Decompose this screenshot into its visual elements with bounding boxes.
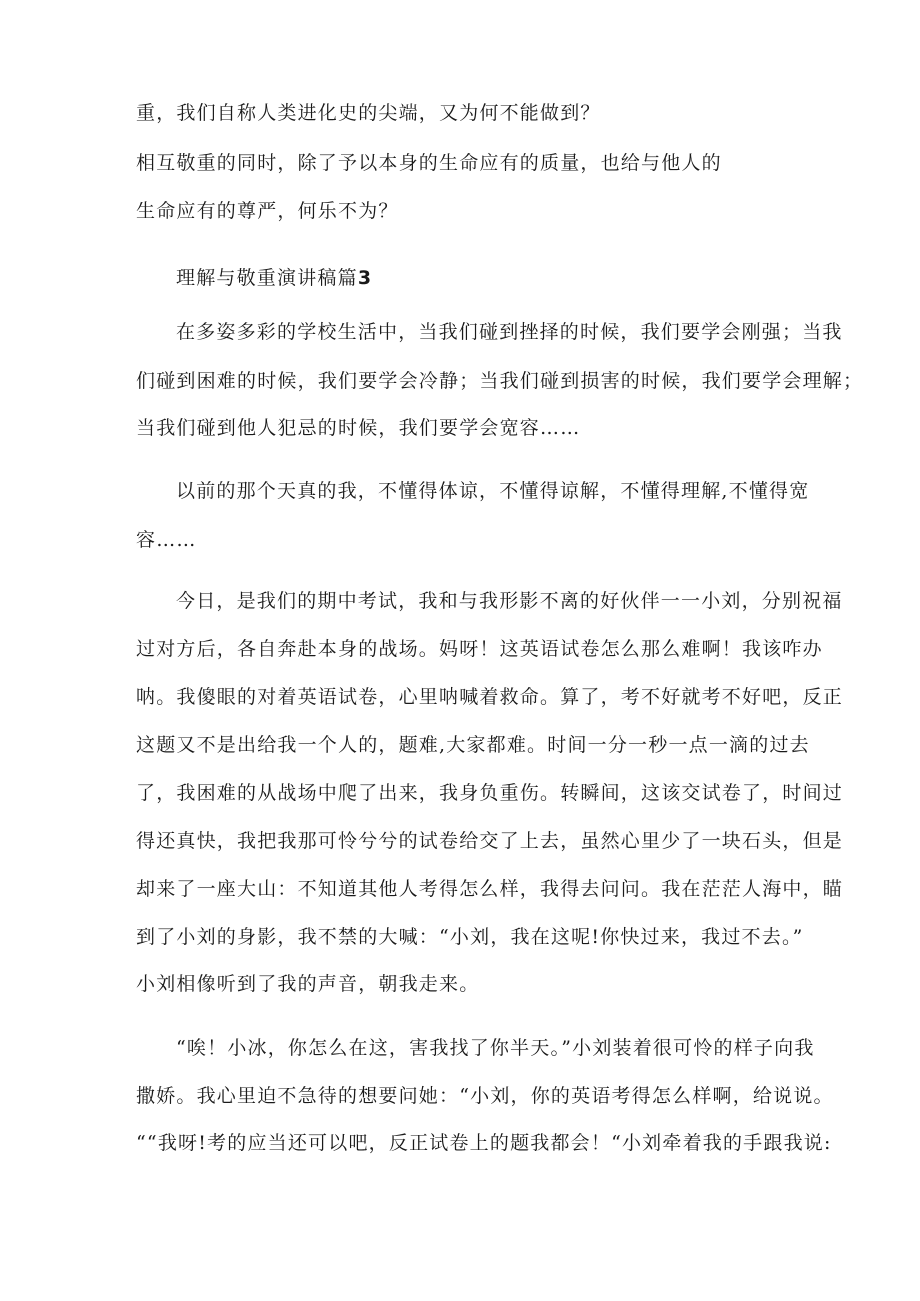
text-line: 生命应有的尊严，何乐不为？ [136,200,399,222]
text-line: 撒娇。我心里迫不急待的想要问她：“小刘，你的英语考得怎么样啊，给说说。 [136,1085,834,1107]
text-line: 得还真快，我把我那可怜兮兮的试卷给交了上去，虽然心里少了一块石头，但是 [136,830,844,852]
text-line: 相互敬重的同时，除了予以本身的生命应有的质量，也给与他人的 [136,152,722,174]
text-line: 却来了一座大山：不知道其他人考得怎么样，我得去问问。我在茫茫人海中，瞄 [136,878,844,900]
text-line: 容…… [136,529,197,551]
section-heading [176,266,372,290]
section-heading-number: 3 [357,267,373,289]
text-line: 到了小刘的身影，我不禁的大喊：“小刘，我在这呢!你快过来，我过不去。” [136,926,804,948]
text-line: 在多姿多彩的学校生活中，当我们碰到挫择的时候，我们要学会刚强；当我 [176,321,843,343]
text-line: 呐。我傻眼的对着英语试卷，心里呐喊着救命。算了，考不好就考不好吧，反正 [136,686,844,708]
text-line: 以前的那个天真的我，不懂得体谅，不懂得谅解，不懂得理解,不懂得宽 [176,480,810,502]
text-line: “唉！小冰，你怎么在这，害我找了你半天。”小刘装着很可怜的样子向我 [176,1037,815,1059]
text-line: 重，我们自称人类进化史的尖端，又为何不能做到？ [136,102,601,124]
section-heading-text: 理解与敬重演讲稿篇 [176,267,358,289]
text-line: ““我呀!考的应当还可以吧，反正试卷上的题我都会！“小刘牵着我的手跟我说: [136,1132,832,1154]
text-line: 们碰到困难的时候，我们要学会冷静；当我们碰到损害的时候，我们要学会理解； [136,370,864,392]
text-line: 小刘相像听到了我的声音，朝我走来。 [136,973,480,995]
text-line: 了，我困难的从战场中爬了出来，我身负重伤。转瞬间，这该交试卷了，时间过 [136,782,844,804]
text-line: 今日，是我们的期中考试，我和与我形影不离的好伙伴一一小刘，分别祝福 [176,590,843,612]
text-line: 这题又不是出给我一个人的，题难,大家都难。时间一分一秒一点一滴的过去 [136,734,810,756]
text-line: 过对方后，各自奔赴本身的战场。妈呀！这英语试卷怎么那么难啊！我该咋办 [136,638,823,660]
text-line: 当我们碰到他人犯忌的时候，我们要学会宽容…… [136,417,581,439]
